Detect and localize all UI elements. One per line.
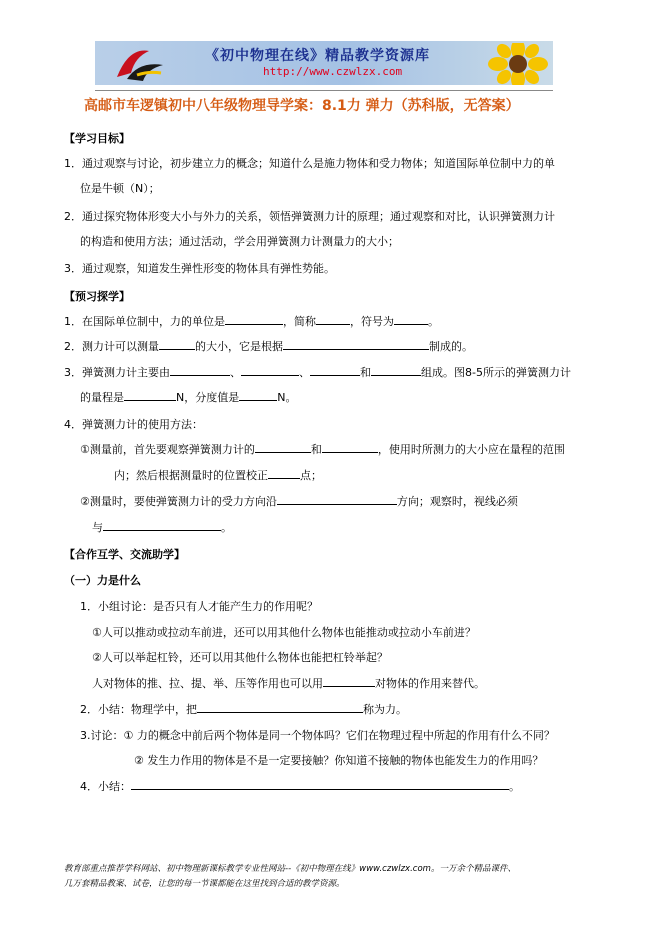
answer-blank[interactable]	[283, 338, 429, 350]
q4d-text-1: 与	[92, 521, 103, 534]
site-logo-icon	[109, 43, 167, 83]
answer-blank[interactable]	[371, 364, 421, 376]
header-banner	[95, 41, 553, 85]
answer-blank[interactable]	[394, 313, 428, 325]
preview-q3-line-1	[64, 364, 571, 380]
header-rule	[95, 90, 553, 91]
section-heading-cooperative: 【合作互学、交流助学】	[64, 548, 185, 561]
answer-blank[interactable]	[197, 701, 363, 713]
objective-1-line-2: 位是牛顿（N）；	[80, 182, 160, 195]
q4c-text-1: ②测量时，要使弹簧测力计的受力方向沿	[80, 495, 277, 508]
banner-title: 《初中物理在线》精品教学资源库	[205, 48, 430, 64]
q4a-text-3: ，使用时所测力的大小应在量程的范围	[377, 443, 565, 456]
discussion-q3-line-1: 3.讨论：① 力的概念中前后两个物体是同一个物体吗？它们在物理过程中所起的作用有什么不同？	[80, 729, 555, 742]
q4-summary-text-a: 4．小结：	[80, 780, 131, 793]
preview-q4-step-2-line-2	[92, 519, 232, 535]
discussion-q3-line-2: ② 发生力作用的物体是不是一定要接触？你知道不接触的物体也能发生力的作用吗？	[134, 754, 544, 767]
q1c-text-2: 对物体的作用来替代。	[375, 677, 485, 690]
answer-blank[interactable]	[159, 338, 195, 350]
objective-1-line-1: 1．通过观察与讨论，初步建立力的概念；知道什么是施力物体和受力物体；知道国际单位制中力的单	[64, 157, 555, 170]
separator: 、	[230, 366, 241, 379]
q4d-text-2: 。	[221, 521, 232, 534]
q1-text-a: 1．在国际单位制中，力的单位是	[64, 315, 225, 328]
section-heading-preview: 【预习探学】	[64, 290, 130, 303]
q4c-text-2: 方向；观察时，视线必须	[396, 495, 518, 508]
answer-blank[interactable]	[322, 441, 378, 453]
preview-q4: 4．弹簧测力计的使用方法：	[64, 418, 203, 431]
answer-blank[interactable]	[268, 467, 300, 479]
answer-blank[interactable]	[310, 364, 360, 376]
discussion-q1-c	[92, 675, 485, 691]
q2-text-b: 的大小，它是根据	[195, 340, 283, 353]
answer-blank[interactable]	[241, 364, 299, 376]
q1-text-c: ，符号为	[350, 315, 394, 328]
footer-line-2: 几万套精品教案、试卷，让您的每一节课都能在这里找到合适的教学资源。	[64, 879, 345, 889]
answer-blank[interactable]	[124, 389, 176, 401]
discussion-q1: 1．小组讨论：是否只有人才能产生力的作用呢？	[80, 600, 318, 613]
preview-q1	[64, 313, 439, 329]
q2-text-a: 2．测力计可以测量	[64, 340, 159, 353]
subsection-what-is-force: （一）力是什么	[64, 574, 141, 587]
q4b-text-1: 内；然后根据测量时的位置校正	[114, 469, 268, 482]
q3-text-e: N。	[277, 391, 297, 404]
answer-blank[interactable]	[131, 778, 509, 790]
answer-blank[interactable]	[170, 364, 230, 376]
q4b-text-2: 点；	[300, 469, 322, 482]
q2-text-c: 制成的。	[429, 340, 473, 353]
answer-blank[interactable]	[255, 441, 311, 453]
answer-blank[interactable]	[103, 519, 221, 531]
q2-summary-text-a: 2．小结：物理学中，把	[80, 703, 197, 716]
q3-text-a: 3．弹簧测力计主要由	[64, 366, 170, 379]
preview-q3-line-2	[80, 389, 296, 405]
answer-blank[interactable]	[316, 313, 350, 325]
sunflower-icon	[483, 43, 553, 85]
q3-text-c: 的量程是	[80, 391, 124, 404]
section-heading-objectives: 【学习目标】	[64, 132, 130, 145]
q3-text-b: 组成。图8-5所示的弹簧测力计	[421, 366, 571, 379]
preview-q4-step-2-line-1	[80, 493, 518, 509]
footer-line-1: 教育部重点推荐学科网站、初中物理新课标教学专业性网站--《初中物理在线》www.czwlzx.com。一万余个精品课件、	[64, 864, 516, 874]
answer-blank[interactable]	[323, 675, 375, 687]
answer-blank[interactable]	[277, 493, 397, 505]
preview-q4-step-1-line-1	[80, 441, 565, 457]
q1c-text-1: 人对物体的推、拉、提、举、压等作用也可以用	[92, 677, 323, 690]
q4a-text-2: 和	[310, 443, 322, 456]
q2-summary-text-b: 称为力。	[363, 703, 407, 716]
q4a-text-1: ①测量前，首先要观察弹簧测力计的	[80, 443, 255, 456]
objective-2-line-2: 的构造和使用方法；通过活动，学会用弹簧测力计测量力的大小；	[80, 235, 399, 248]
objective-3: 3．通过观察，知道发生弹性形变的物体具有弹性势能。	[64, 262, 335, 275]
q4-summary-text-b: 。	[509, 780, 520, 793]
q3-and: 和	[360, 366, 371, 379]
q1-text-b: ，简称	[283, 315, 316, 328]
banner-url: http://www.czwlzx.com	[263, 65, 403, 78]
objective-2-line-1: 2．通过探究物体形变大小与外力的关系，领悟弹簧测力计的原理；通过观察和对比，认识弹簧测力计	[64, 210, 555, 223]
summary-q4	[80, 778, 520, 794]
discussion-q1-b: ②人可以举起杠铃，还可以用其他什么物体也能把杠铃举起？	[92, 651, 388, 664]
q1-text-d: 。	[428, 315, 439, 328]
preview-q2	[64, 338, 473, 354]
q3-text-d: N，分度值是	[176, 391, 240, 404]
discussion-q1-a: ①人可以推动或拉动车前进，还可以用其他什么物体也能推动或拉动小车前进？	[92, 626, 476, 639]
answer-blank[interactable]	[239, 389, 277, 401]
document-title: 高邮市车逻镇初中八年级物理导学案：8.1力 弹力（苏科版，无答案）	[84, 98, 520, 114]
summary-q2	[80, 701, 407, 717]
preview-q4-step-1-line-2	[114, 467, 322, 483]
answer-blank[interactable]	[225, 313, 283, 325]
separator: 、	[299, 366, 310, 379]
